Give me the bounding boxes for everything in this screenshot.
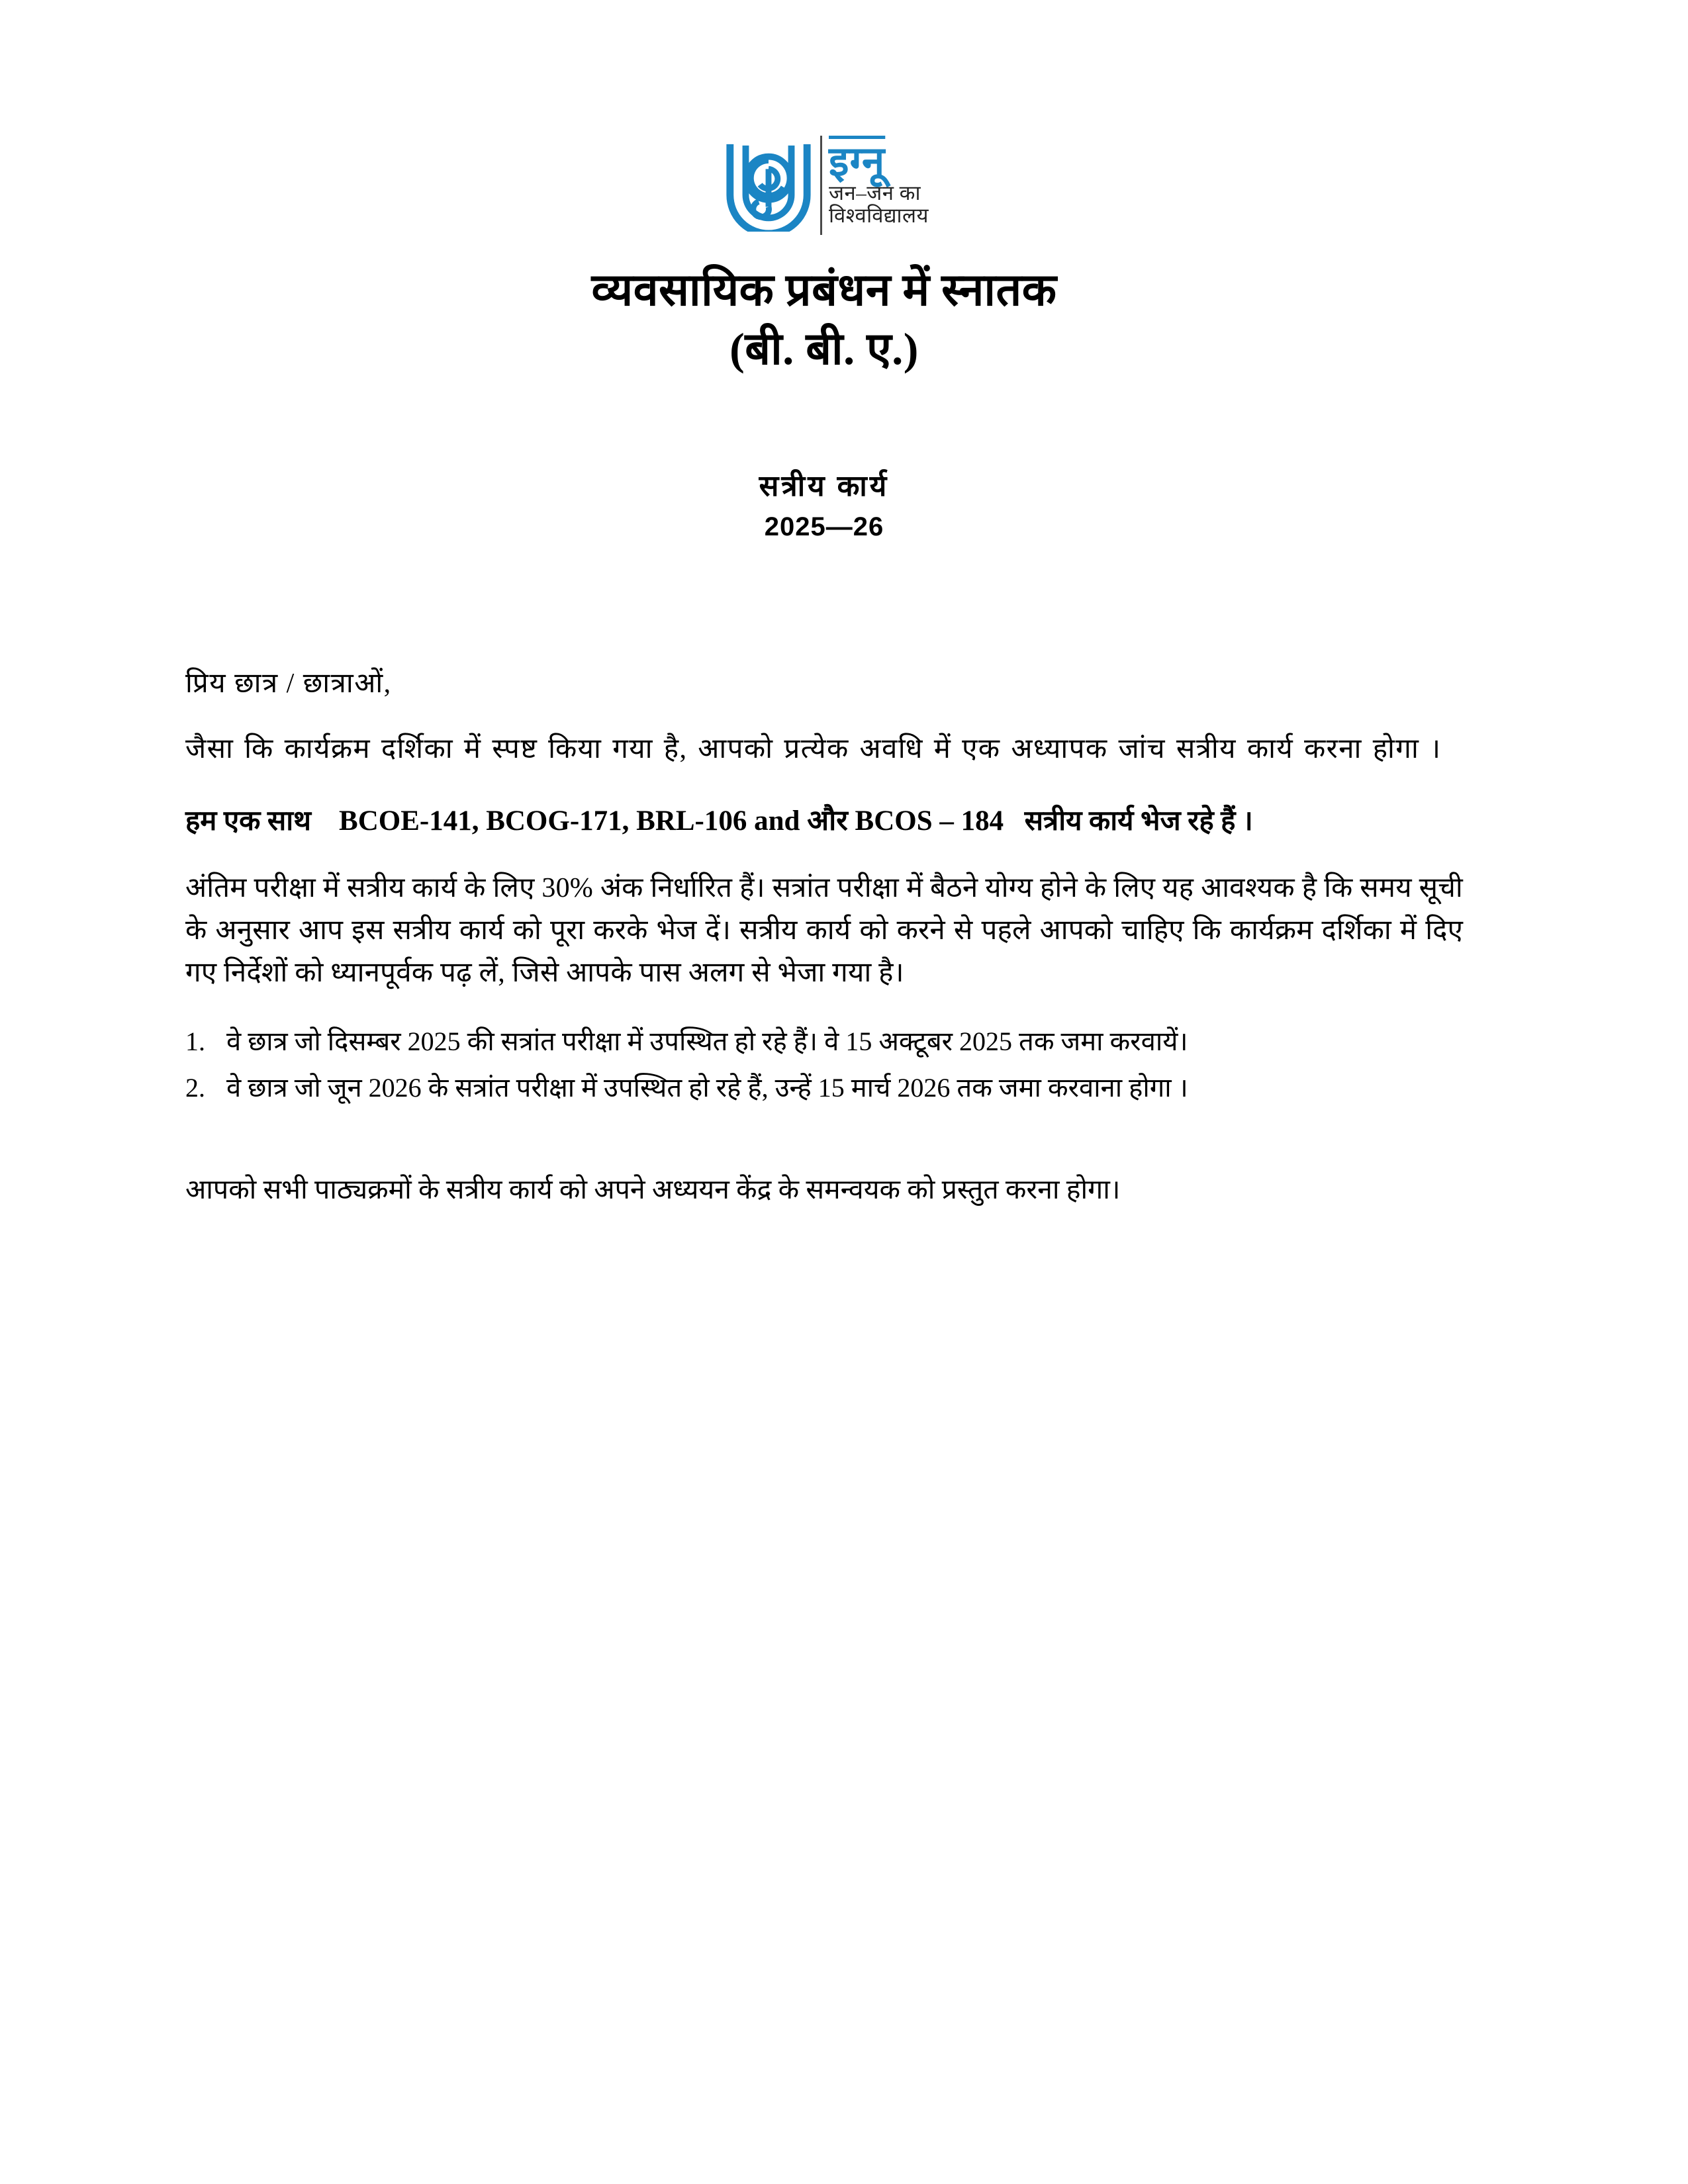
list-item-text: वे छात्र जो दिसम्बर 2025 की सत्रांत परीक्षा में उपस्थित हो रहे हैं। वे 15 अक्टूबर 2025 तक जमा करवायें। <box>226 1026 1188 1056</box>
deadline-list <box>185 1021 1463 1109</box>
list-item-number: 2. <box>185 1072 205 1103</box>
logo-divider <box>820 136 822 235</box>
logo-word-main: इग्नू <box>829 138 886 185</box>
list-item <box>185 1068 1463 1109</box>
marks-paragraph: अंतिम परीक्षा में सत्रीय कार्य के लिए 30% अंक निर्धारित हैं। सत्रांत परीक्षा में बैठने योग्य होने के लिए यह आवश्यक है कि समय सूची के अनुसार आप इस सत्रीय कार्य को पूरा करके भेज दें। सत्रीय कार्य को करने से पहले आपको चाहिए कि कार्यक्रम दर्शिका में दिए गए निर्देशों को ध्यानपूर्वक पढ़ लें, जिसे आपके पास अलग से भेजा गया है। <box>185 873 1463 988</box>
logo-word-sub-line1: जन–जन का <box>829 181 921 205</box>
logo-word-sub-line2: विश्वविद्यालय <box>829 204 929 228</box>
ignou-logo-block <box>185 0 1463 235</box>
logo-wordmark <box>829 136 929 235</box>
document-content <box>185 0 1463 1237</box>
assignment-label: सत्रीय कार्य <box>759 469 890 502</box>
course-codes-prefix: हम एक साथ <box>185 805 312 837</box>
closing-paragraph: आपको सभी पाठ्यक्रमों के सत्रीय कार्य को अपने अध्ययन केंद्र के समन्वयक को प्रस्तुत करना होगा। <box>185 1173 1121 1205</box>
assignment-heading-block <box>185 468 1463 542</box>
list-item-text: वे छात्र जो जून 2026 के सत्रांत परीक्षा में उपस्थित हो रहे हैं, उन्हें 15 मार्च 2026 तक जमा करवाना होगा । <box>226 1072 1188 1103</box>
salutation: प्रिय छात्र / छात्राओं, <box>185 668 392 699</box>
course-codes-line <box>185 800 1463 843</box>
course-codes-list: BCOE-141, BCOG-171, BRL-106 and और BCOS – 184 <box>339 805 1004 837</box>
assignment-session-year: 2025—26 <box>764 512 884 541</box>
list-item-number: 1. <box>185 1026 205 1056</box>
page-title <box>185 263 1463 377</box>
ignou-emblem-icon <box>720 139 818 232</box>
page-title-line1: व्यवसायिक प्रबंधन में स्नातक <box>591 265 1057 315</box>
intro-paragraph: जैसा कि कार्यक्रम दर्शिका में स्पष्ट किया गया है, आपको प्रत्येक अवधि में एक अध्यापक जांच सत्रीय कार्य करना होगा । <box>185 733 1442 764</box>
list-item <box>185 1021 1463 1062</box>
page-title-line2: (बी. बी. ए.) <box>729 323 919 374</box>
ignou-logo <box>720 136 929 235</box>
course-codes-suffix: सत्रीय कार्य भेज रहे हैं । <box>1024 805 1253 837</box>
